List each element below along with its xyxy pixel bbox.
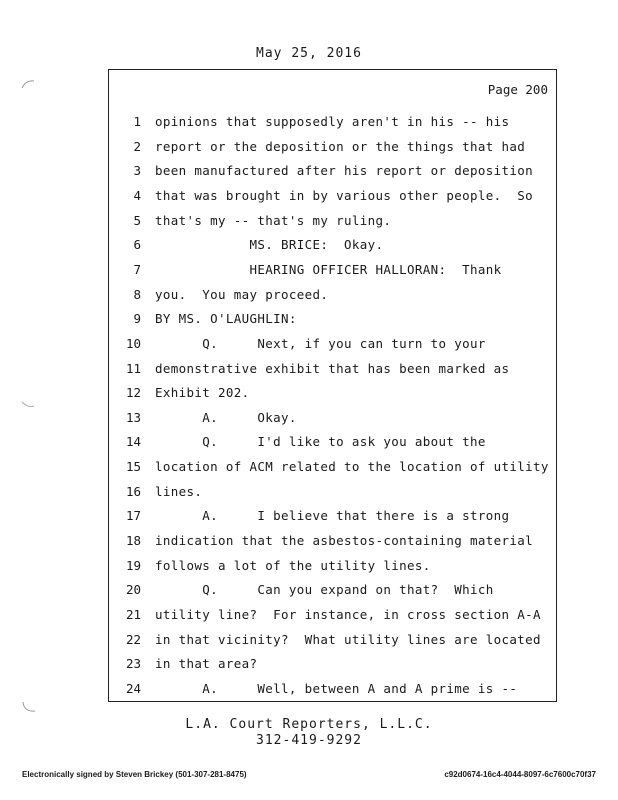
line-number: 5 <box>133 212 141 228</box>
transcript-line: follows a lot of the utility lines. <box>155 557 431 573</box>
line-number: 3 <box>133 163 141 179</box>
transcript-line: Q. Can you expand on that? Which <box>155 582 494 598</box>
transcript-line: A. I believe that there is a strong <box>155 508 510 524</box>
line-number: 8 <box>133 286 141 302</box>
transcript-line: A. Well, between A and A prime is -- <box>155 680 518 696</box>
line-number: 13 <box>125 409 141 425</box>
line-number: 12 <box>125 385 141 401</box>
line-number: 9 <box>133 311 141 327</box>
transcript-date: May 25, 2016 <box>256 46 362 61</box>
transcript-line: report or the deposition or the things that had <box>155 138 526 154</box>
punch-hole-mark-icon <box>20 700 38 714</box>
line-number: 17 <box>125 508 141 524</box>
line-number: 22 <box>125 631 141 647</box>
punch-hole-mark-icon <box>20 398 38 412</box>
punch-hole-mark-icon <box>20 78 38 92</box>
transcript-line: lines. <box>155 483 203 499</box>
line-number: 4 <box>133 187 141 203</box>
line-number: 15 <box>125 459 141 475</box>
line-number: 18 <box>125 533 141 549</box>
transcript-line: Q. I'd like to ask you about the <box>155 434 486 450</box>
transcript-line: demonstrative exhibit that has been marked as <box>155 360 510 376</box>
transcript-line: in that vicinity? What utility lines are located <box>155 631 541 647</box>
transcript-line: utility line? For instance, in cross section A-A <box>155 607 541 622</box>
line-number: 2 <box>133 138 141 154</box>
line-number: 23 <box>125 656 141 672</box>
line-number: 16 <box>125 483 141 499</box>
document-id: c92d0674-16c4-4044-8097-6c7600c70f37 <box>444 770 596 779</box>
line-number: 1 <box>133 114 141 129</box>
line-number: 20 <box>125 582 141 598</box>
transcript-line: indication that the asbestos-containing material <box>155 533 534 549</box>
page-number: Page 200 <box>487 82 548 97</box>
transcript-line: you. You may proceed. <box>155 286 329 302</box>
transcript-line: been manufactured after his report or deposition <box>155 163 534 179</box>
transcript-line: BY MS. O'LAUGHLIN: <box>155 311 297 327</box>
line-number: 21 <box>125 607 141 622</box>
transcript-line: HEARING OFFICER HALLORAN: Thank <box>155 261 502 277</box>
line-number: 24 <box>125 680 141 696</box>
electronic-signature: Electronically signed by Steven Brickey (501-307-281-8475) <box>22 770 247 779</box>
transcript-line: that was brought in by various other people. So <box>155 187 534 203</box>
transcript-line: in that area? <box>155 656 258 672</box>
transcript-line: that's my -- that's my ruling. <box>155 212 392 228</box>
transcript-line: location of ACM related to the location of utility <box>155 459 549 475</box>
court-reporter-name: L.A. Court Reporters, L.L.C. <box>185 717 433 732</box>
court-reporter-phone: 312-419-9292 <box>256 733 362 748</box>
transcript-line: Exhibit 202. <box>155 385 250 401</box>
line-number: 11 <box>125 360 141 376</box>
transcript-line: opinions that supposedly aren't in his -- his <box>155 114 510 129</box>
transcript-line: MS. BRICE: Okay. <box>155 237 384 253</box>
transcript-page <box>108 69 557 702</box>
line-number: 10 <box>125 335 141 351</box>
line-number: 6 <box>133 237 141 253</box>
line-number: 19 <box>125 557 141 573</box>
line-number: 14 <box>125 434 141 450</box>
transcript-line: Q. Next, if you can turn to your <box>155 335 486 351</box>
transcript-line: A. Okay. <box>155 409 297 425</box>
line-number: 7 <box>133 261 141 277</box>
